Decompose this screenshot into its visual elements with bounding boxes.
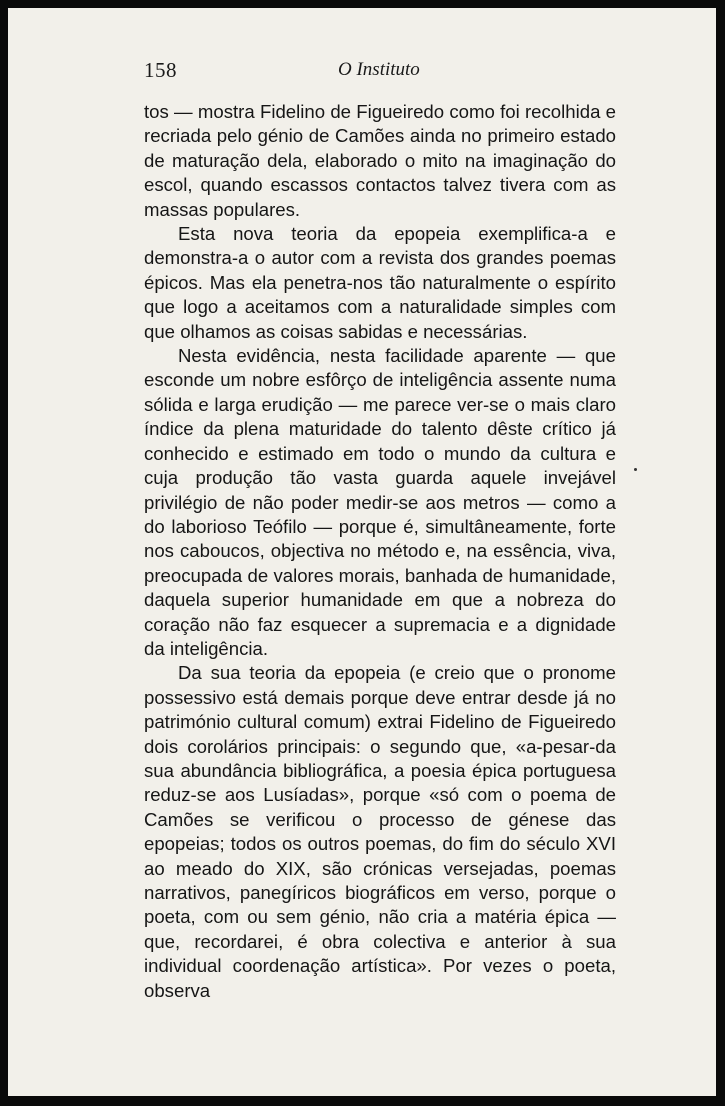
paragraph-3: Nesta evidência, nesta facilidade aparente — que esconde um nobre esfôrço de inteligência assente numa sólida e larga erudição — me parece ver-se o mais claro índice da plena maturidade do talento dêste crítico já conhecido e estimado em todo o mundo da cultura e cuja produção tão vasta guarda aquele invejável privilégio de não poder medir-se aos metros — como a do laborioso Teófilo — porque é, simultâneamente, forte nos caboucos, objectiva no método e, na essência, viva, preocupada de valores morais, banhada de humanidade, daquela superior humanidade em que a nobreza do coração não faz esquecer a supremacia e a dignidade da inteligência.: [144, 345, 616, 659]
paragraph-2: Esta nova teoria da epopeia exemplifica-a e demonstra-a o autor com a revista dos grandes poemas épicos. Mas ela penetra-nos tão naturalmente o espírito que logo a aceitamos com a naturalidade simples com que olhamos as coisas sabidas e necessárias.: [144, 223, 616, 342]
book-page: [8, 8, 716, 1096]
page-header: [144, 58, 618, 88]
page-number: 158: [144, 58, 177, 82]
print-speck: [634, 468, 637, 471]
body-text: [144, 100, 616, 1003]
paragraph-4: Da sua teoria da epopeia (e creio que o pronome possessivo está demais porque deve entrar desde já no património cultural comum) extrai Fidelino de Figueiredo dois corolários principais: o segundo que, «a-pesar-da sua abundância bibliográfica, a poesia épica portuguesa reduz-se aos Lusíadas», porque «só com o poema de Camões se verificou o processo de génese das epopeias; todos os outros poemas, do fim do século XVI ao meado do XIX, são crónicas versejadas, poemas narrativos, panegíricos biográficos em verso, porque o poeta, com ou sem génio, não cria a matéria épica — que, recordarei, é obra colectiva e anterior à sua individual coordenação artística». Por vezes o poeta, observa: [144, 662, 616, 1001]
paragraph-1: tos — mostra Fidelino de Figueiredo como foi recolhida e recriada pelo génio de Camões ainda no primeiro estado de maturação dela, elaborado o mito na imaginação do escol, quando escassos contactos talvez tivera com as massas populares.: [144, 101, 616, 220]
running-title: O Instituto: [338, 59, 420, 80]
